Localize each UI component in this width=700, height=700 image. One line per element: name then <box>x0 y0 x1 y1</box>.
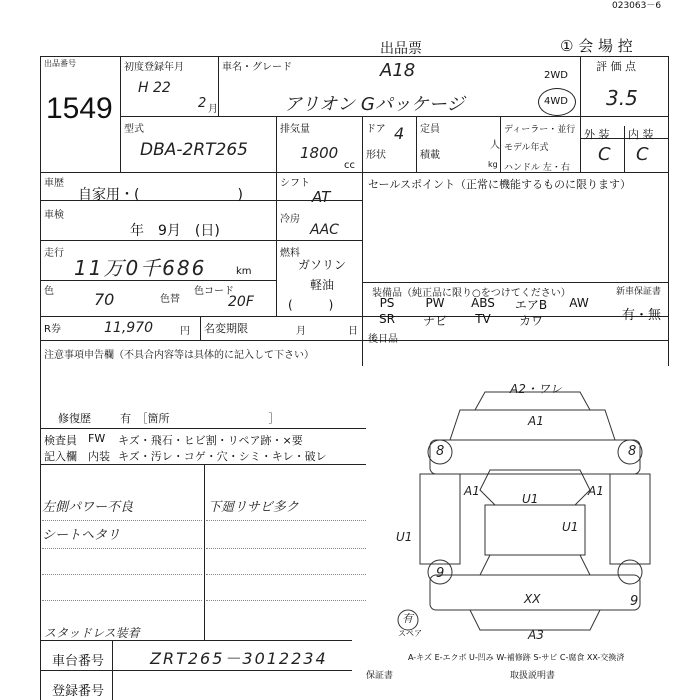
color-code-value: 20F <box>228 294 254 310</box>
color-change-label: 色替 <box>160 294 180 305</box>
remark-studless: スタッドレス装着 <box>44 626 140 640</box>
mark-wheel-fr: 8 <box>628 444 637 459</box>
sales-point-label: セールスポイント（正常に機能するものに限ります） <box>368 178 632 191</box>
doc-number: 023063－6 <box>612 1 662 11</box>
exterior-label: 外 装 <box>584 128 610 141</box>
interior-value: C <box>636 144 649 165</box>
repair-value: 有 ［箇所 ］ <box>120 412 280 425</box>
model-code: A18 <box>380 60 416 81</box>
mark-left-sill: U1 <box>396 530 413 544</box>
usage-label: 車歴 <box>44 178 64 189</box>
inspector-label: 検査員 <box>44 434 77 447</box>
mark-rear-bumper: A3 <box>528 628 544 642</box>
color-code-label: 色コード <box>194 286 234 297</box>
equipment-label: 装備品（純正品に限り○をつけてください） <box>372 288 571 299</box>
load-label: 積載 <box>420 150 440 161</box>
color-label: 色 <box>44 286 54 297</box>
ac-label: 冷房 <box>280 214 300 225</box>
legend-warranty: 保証書 <box>366 671 394 681</box>
venue-label: ① 会 場 控 <box>560 37 633 55</box>
dealer-label: ディーラー・並行 <box>504 125 576 135</box>
interior-label: 内 装 <box>628 128 654 141</box>
legend-manual: 取扱説明書 <box>510 671 556 681</box>
equipment-item: カワ <box>518 314 543 328</box>
recycle-label: R券 <box>44 324 61 335</box>
entry-interior-items: キズ・汚レ・コゲ・穴・シミ・キレ・破レ <box>118 450 327 463</box>
form-title: 出品票 <box>380 41 422 57</box>
insurance-label: 新車保証書 <box>616 287 662 297</box>
shape-label: 形状 <box>366 150 386 161</box>
recycle-unit: 円 <box>180 326 190 337</box>
doors-label: ドア <box>366 124 386 135</box>
equipment-item: PS <box>379 296 395 310</box>
lot-number: 1549 <box>46 92 113 125</box>
car-name: アリオン Gパッケージ <box>284 94 465 115</box>
model-type-label: 型式 <box>124 124 144 135</box>
chassis-label: 車台番号 <box>52 654 105 669</box>
fuel-diesel: 軽油 <box>310 278 335 292</box>
recycle-value: 11,970 <box>104 320 153 336</box>
usage-value: 自家用・( ) <box>78 187 243 203</box>
lot-label: 出品番号 <box>44 59 76 68</box>
remark-left-side: 左側パワー不良 <box>42 500 134 515</box>
equipment-item: ナビ <box>422 314 447 328</box>
mark-hood: A1 <box>528 414 544 428</box>
notes-label: 注意事項申告欄（不具合内容等は具体的に記入して下さい） <box>44 350 314 361</box>
name-change-day: 日 <box>348 326 358 337</box>
color-value: 70 <box>94 290 115 309</box>
legend-line: A-キズ E-エクボ U-凹み W-補修跡 S-サビ C-腐食 XX-交換済 <box>408 653 625 662</box>
equipment-item: TV <box>475 312 491 326</box>
inspector-fw: FW <box>88 432 106 445</box>
entry-interior: 内装 <box>88 450 110 463</box>
remark-seat: シートヘタリ <box>42 528 121 543</box>
mileage-value: 11万0千686 <box>74 256 207 280</box>
first-reg-month-unit: 月 <box>208 104 218 115</box>
model-type-value: DBA-2RT265 <box>140 140 248 160</box>
capacity-unit: 人 <box>490 140 500 151</box>
load-unit: kg <box>488 160 498 169</box>
capacity-label: 定員 <box>420 124 440 135</box>
car-name-label: 車名・グレード <box>222 62 292 73</box>
fuel-gasoline: ガソリン <box>298 258 347 272</box>
score-value: 3.5 <box>606 86 638 110</box>
mark-spare-has: 有 <box>402 612 413 625</box>
fuel-other: ( ) <box>288 298 334 312</box>
ac-value: AAC <box>310 222 339 238</box>
first-reg-era: H 22 <box>138 80 171 96</box>
later-docs-label: 後日品 <box>368 334 398 345</box>
equipment-item: AW <box>569 296 589 310</box>
exterior-value: C <box>598 144 611 165</box>
fuel-label: 燃料 <box>280 248 300 259</box>
drive-4wd: 4WD <box>544 96 568 107</box>
entry-label: 記入欄 <box>44 450 77 463</box>
displacement-label: 排気量 <box>280 124 310 135</box>
equipment-item: エアB <box>514 298 548 312</box>
displacement-unit: cc <box>344 160 355 171</box>
mark-wheel-fl: 8 <box>436 444 445 459</box>
shift-value: AT <box>312 188 331 206</box>
inspector-fw-items: キズ・飛石・ヒビ割・リペア跡・×要 <box>118 434 303 447</box>
inspection-label: 車検 <box>44 210 64 221</box>
equipment-item: SR <box>379 312 395 326</box>
mark-right-sill: U1 <box>562 520 579 534</box>
name-change-month: 月 <box>296 326 306 337</box>
remark-underbody: 下廻リサビ多ク <box>208 500 299 515</box>
model-year-label: モデル年式 <box>504 143 549 153</box>
mark-door-right: A1 <box>588 484 604 498</box>
first-reg-month: 2 <box>198 96 207 111</box>
mileage-label: 走行 <box>44 248 64 259</box>
drive-circle <box>538 88 576 116</box>
mark-wheel-rr: 9 <box>630 594 639 609</box>
handle-label: ハンドル 左・右 <box>504 163 570 173</box>
insurance-value: 有・無 <box>622 308 662 323</box>
reg-label: 登録番号 <box>52 684 105 699</box>
doors-value: 4 <box>394 124 405 143</box>
repair-label: 修復歴 <box>58 412 91 425</box>
first-reg-label: 初度登録年月 <box>124 62 184 73</box>
score-label: 評 価 点 <box>596 60 636 73</box>
equipment-item: PW <box>425 296 445 310</box>
mark-spare-label: スペア <box>398 629 422 638</box>
name-change-label: 名変期限 <box>204 322 248 335</box>
mark-wheel-rl: 9 <box>436 566 445 581</box>
displacement-value: 1800 <box>300 144 339 162</box>
chassis-value: ZRT265－3012234 <box>150 649 328 668</box>
mark-door-left: A1 <box>464 484 480 498</box>
mark-trunk: XX <box>524 592 541 606</box>
shift-label: シフト <box>280 178 310 189</box>
equipment-grid <box>364 296 612 332</box>
mark-roof: U1 <box>522 492 539 506</box>
mark-front-bumper: A2・ワレ <box>510 382 562 396</box>
drive-2wd: 2WD <box>544 70 568 81</box>
inspection-value: 年 9月 (日) <box>130 223 220 239</box>
equipment-item: ABS <box>471 296 495 310</box>
mileage-unit: km <box>236 266 252 277</box>
